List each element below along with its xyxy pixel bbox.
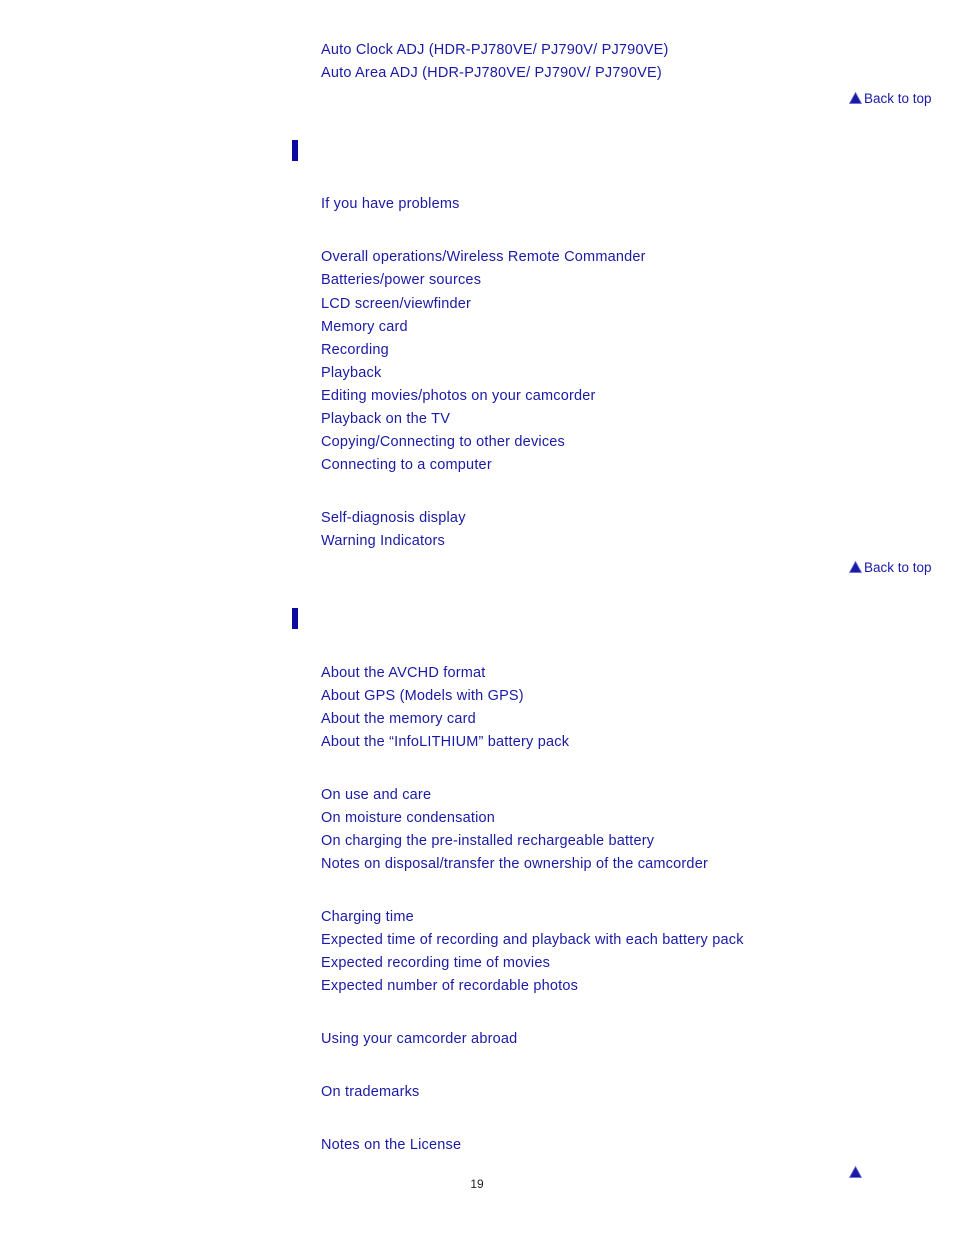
link-disposal[interactable]: Notes on disposal/transfer the ownership of the camcorder	[321, 856, 708, 872]
link-memory-card[interactable]: Memory card	[321, 319, 408, 335]
up-triangle-icon	[849, 92, 862, 104]
link-lcd-screen[interactable]: LCD screen/viewfinder	[321, 296, 472, 312]
back-to-top-link[interactable]	[849, 560, 932, 576]
link-auto-clock-adj[interactable]: Auto Clock ADJ (HDR-PJ780VE/ PJ790V/ PJ790VE)	[321, 42, 669, 58]
link-avchd[interactable]: About the AVCHD format	[321, 665, 486, 681]
link-self-diagnosis[interactable]: Self-diagnosis display	[321, 510, 466, 526]
link-auto-area-adj[interactable]: Auto Area ADJ (HDR-PJ780VE/ PJ790V/ PJ790VE)	[321, 65, 662, 81]
link-overall-operations[interactable]: Overall operations/Wireless Remote Commander	[321, 249, 646, 265]
link-gps[interactable]: About GPS (Models with GPS)	[321, 688, 524, 704]
link-recording[interactable]: Recording	[321, 342, 389, 358]
section-marker	[292, 608, 298, 629]
page-number: 19	[470, 1177, 484, 1191]
link-abroad[interactable]: Using your camcorder abroad	[321, 1031, 518, 1047]
link-trademarks[interactable]: On trademarks	[321, 1084, 420, 1100]
link-copying[interactable]: Copying/Connecting to other devices	[321, 434, 565, 450]
up-triangle-icon	[849, 561, 862, 573]
link-warning-indicators[interactable]: Warning Indicators	[321, 533, 445, 549]
link-if-you-have-problems[interactable]: If you have problems	[321, 196, 460, 212]
link-playback-tv[interactable]: Playback on the TV	[321, 411, 451, 427]
link-playback[interactable]: Playback	[321, 365, 382, 381]
back-to-top-link[interactable]	[849, 91, 932, 107]
link-expected-recording-time[interactable]: Expected recording time of movies	[321, 955, 551, 971]
link-moisture[interactable]: On moisture condensation	[321, 810, 496, 826]
section-marker	[292, 140, 298, 161]
link-use-and-care[interactable]: On use and care	[321, 787, 432, 803]
link-infolithium[interactable]: About the “InfoLITHIUM” battery pack	[321, 734, 570, 750]
link-batteries[interactable]: Batteries/power sources	[321, 272, 482, 288]
link-computer[interactable]: Connecting to a computer	[321, 457, 492, 473]
back-to-top-label: Back to top	[864, 560, 932, 575]
link-expected-time-battery[interactable]: Expected time of recording and playback with each battery pack	[321, 932, 744, 948]
link-about-memory-card[interactable]: About the memory card	[321, 711, 476, 727]
back-to-top-label: Back to top	[864, 91, 932, 106]
link-charging-battery[interactable]: On charging the pre-installed rechargeable battery	[321, 833, 655, 849]
link-expected-photos[interactable]: Expected number of recordable photos	[321, 978, 579, 994]
link-editing[interactable]: Editing movies/photos on your camcorder	[321, 388, 596, 404]
link-charging-time[interactable]: Charging time	[321, 909, 414, 925]
link-license[interactable]: Notes on the License	[321, 1137, 462, 1153]
